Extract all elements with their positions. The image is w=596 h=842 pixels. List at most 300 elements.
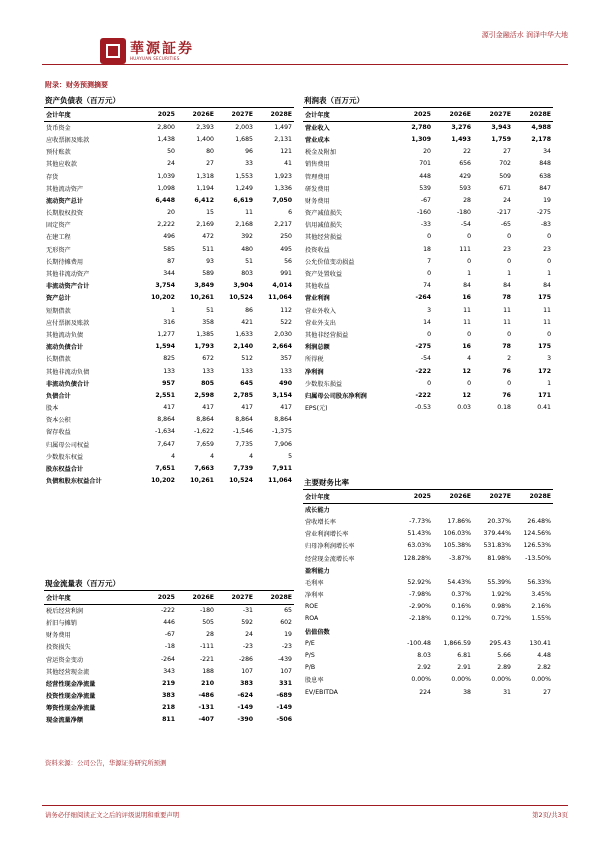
row-value: -83: [540, 221, 551, 229]
row-value: 2.89: [497, 664, 511, 672]
balance-sheet-row: [44, 365, 294, 377]
row-value: 210: [201, 679, 214, 687]
row-value: 80: [206, 148, 214, 156]
row-value: -13.50%: [525, 554, 551, 562]
income-statement-row: [303, 341, 553, 353]
row-value: 5: [288, 452, 292, 460]
income-statement-body: [303, 109, 553, 414]
row-value: 1,194: [196, 184, 214, 192]
row-value: 74: [423, 282, 431, 290]
cash-flow-row: [44, 677, 294, 689]
ratios-row: [303, 601, 553, 613]
header-slogan: 源引金融活水 润泽中华大地: [481, 31, 568, 39]
row-value: 417: [202, 404, 214, 412]
row-value: -264: [415, 294, 431, 302]
row-value: 379.44%: [483, 530, 511, 538]
row-value: 0.37%: [451, 591, 471, 599]
row-value: 4: [467, 355, 471, 363]
column-header-year: 2028E: [513, 109, 553, 121]
row-value: 7,735: [235, 440, 253, 448]
row-value: 3,904: [233, 282, 253, 290]
row-value: 130.41: [529, 639, 551, 647]
row-value: 11: [503, 306, 511, 314]
row-value: 11: [543, 306, 551, 314]
column-header-year: 2027E: [216, 109, 255, 121]
row-label: 流动负债合计: [46, 344, 84, 352]
row-value: 78: [502, 343, 511, 351]
row-value: 357: [280, 355, 292, 363]
row-label: EV/EBITDA: [305, 688, 338, 696]
row-label: 净利率: [305, 592, 324, 600]
row-label: 非流动资产合计: [46, 283, 90, 291]
row-label: 投资损失: [46, 644, 71, 652]
balance-sheet-row: [44, 426, 294, 438]
cash-flow-row: [44, 690, 294, 702]
row-value: 11: [463, 318, 471, 326]
row-value: 11: [543, 318, 551, 326]
row-label: 负债和股东权益合计: [46, 478, 102, 486]
row-label: 其他经营现金流: [46, 668, 90, 676]
row-label: P/S: [305, 652, 315, 660]
income-statement-row: [303, 207, 553, 219]
row-value: 10,524: [229, 294, 253, 302]
row-value: [433, 564, 473, 576]
row-value: 6,448: [155, 196, 175, 204]
column-header-year: 2028E: [255, 592, 294, 604]
balance-sheet-row: [44, 207, 294, 219]
row-value: 702: [499, 160, 511, 168]
row-label: 其他流动资产: [46, 185, 84, 193]
row-value: 1,594: [155, 343, 175, 351]
balance-sheet-header-row: [44, 109, 294, 121]
row-value: 2,140: [233, 343, 253, 351]
row-value: -33: [420, 221, 431, 229]
cash-flow-row: [44, 629, 294, 641]
row-value: 2: [507, 355, 511, 363]
row-value: 112: [280, 306, 292, 314]
row-label: 筹资性现金净流量: [46, 705, 96, 713]
income-statement-row: [303, 365, 553, 377]
row-value: 121: [280, 148, 292, 156]
ratios-row: [303, 613, 553, 625]
row-value: 24: [503, 196, 511, 204]
row-value: 224: [419, 688, 431, 696]
ratios-row: [303, 528, 553, 540]
row-value: [393, 564, 433, 576]
balance-sheet-row: [44, 462, 294, 474]
row-value: 417: [280, 404, 292, 412]
row-value: -439: [277, 655, 292, 663]
row-value: 592: [241, 618, 253, 626]
row-value: 1,793: [194, 343, 214, 351]
row-value: 2,003: [235, 124, 253, 132]
row-value: 7,651: [155, 465, 175, 473]
row-value: 392: [241, 233, 253, 241]
column-header-label: 会计年度: [303, 109, 393, 121]
row-label: 营业外收入: [305, 307, 336, 315]
row-value: 0.00%: [411, 676, 431, 684]
cash-flow-body: [44, 592, 294, 726]
row-label: 公允价值变动损益: [305, 258, 355, 266]
row-label: P/B: [305, 664, 316, 672]
row-value: 0: [547, 233, 551, 241]
column-header-year: 2025: [138, 592, 177, 604]
row-value: 6.81: [457, 652, 471, 660]
row-value: 23: [503, 245, 511, 253]
income-statement-row: [303, 231, 553, 243]
row-value: 76: [502, 367, 511, 375]
column-header-year: 2027E: [216, 592, 255, 604]
row-value: [513, 625, 553, 637]
balance-sheet-row: [44, 341, 294, 353]
row-value: 331: [279, 679, 292, 687]
row-value: 1: [171, 306, 175, 314]
row-label: 资产处置收益: [305, 271, 343, 279]
row-value: 4,014: [272, 282, 292, 290]
row-value: 0.72%: [491, 615, 511, 623]
row-value: 11: [503, 318, 511, 326]
row-value: 1.55%: [531, 615, 551, 623]
row-value: 0: [427, 330, 431, 338]
column-header-year: 2028E: [513, 491, 553, 503]
column-header-year: 2026E: [177, 109, 216, 121]
income-statement-row: [303, 402, 553, 414]
row-label: 流动资产总计: [46, 197, 84, 205]
balance-sheet-row: [44, 255, 294, 267]
cash-flow-title: 现金流量表（百万元）: [45, 579, 120, 588]
income-statement-row: [303, 304, 553, 316]
row-value: 0.00%: [531, 676, 551, 684]
balance-sheet-row: [44, 438, 294, 450]
row-value: 645: [240, 379, 253, 387]
row-value: 8,864: [274, 416, 292, 424]
row-label: 经营现金流增长率: [305, 555, 355, 563]
row-value: 1,400: [196, 135, 214, 143]
ratios-row: [303, 564, 553, 576]
row-value: 1: [547, 270, 551, 278]
row-value: 111: [459, 245, 471, 253]
row-value: 1,336: [274, 184, 292, 192]
balance-sheet-row: [44, 402, 294, 414]
row-label: 估值倍数: [305, 628, 330, 636]
row-label: 其他应收款: [46, 161, 77, 169]
row-label: 营收增长率: [305, 518, 336, 526]
column-header-label: 会计年度: [44, 592, 138, 604]
row-value: 1,633: [235, 330, 253, 338]
row-value: 383: [240, 679, 253, 687]
row-value: 848: [539, 160, 551, 168]
row-value: 23: [543, 245, 551, 253]
row-label: 归属母公司权益: [46, 441, 90, 449]
row-label: 营业利润增长率: [305, 531, 349, 539]
row-value: 7,911: [272, 465, 292, 473]
row-value: [393, 625, 433, 637]
row-value: 10,202: [151, 294, 175, 302]
row-value: 0.18: [497, 404, 511, 412]
row-value: -286: [238, 655, 253, 663]
row-value: 12: [462, 391, 471, 399]
row-value: 0.12%: [451, 615, 471, 623]
income-statement-row: [303, 121, 553, 133]
cash-flow-table: [44, 592, 294, 726]
row-value: 96: [245, 148, 253, 156]
row-value: 11: [245, 209, 253, 217]
row-value: 65: [284, 607, 292, 615]
row-label: ROE: [305, 603, 319, 611]
row-value: 87: [167, 257, 175, 265]
row-value: 1: [547, 379, 551, 387]
row-value: 0: [507, 330, 511, 338]
row-value: 417: [163, 404, 175, 412]
row-value: 417: [241, 404, 253, 412]
row-value: 2.16%: [531, 603, 551, 611]
income-statement-row: [303, 328, 553, 340]
row-value: -275: [536, 209, 551, 217]
row-value: 54.43%: [447, 578, 471, 586]
row-value: 0: [507, 257, 511, 265]
row-value: 4: [249, 452, 253, 460]
row-value: 16: [462, 294, 471, 302]
balance-sheet-title: 资产负债表（百万元）: [45, 96, 120, 105]
row-value: 1,318: [196, 172, 214, 180]
row-value: 24: [167, 160, 175, 168]
row-value: -222: [160, 607, 175, 615]
row-label: 应收票据及账款: [46, 136, 90, 144]
row-label: 其他流动负债: [46, 331, 84, 339]
row-value: 472: [202, 233, 214, 241]
row-value: [473, 625, 513, 637]
row-value: 107: [280, 667, 292, 675]
income-statement-row: [303, 170, 553, 182]
row-label: 无形资产: [46, 246, 71, 254]
balance-sheet-row: [44, 170, 294, 182]
row-value: 22: [463, 148, 471, 156]
row-value: -67: [164, 631, 175, 639]
row-value: 2,168: [235, 221, 253, 229]
row-label: 折旧与摊销: [46, 619, 77, 627]
balance-sheet-table: [44, 109, 294, 487]
row-value: [393, 503, 433, 515]
row-value: 1.92%: [491, 591, 511, 599]
income-statement-title: 利润表（百万元）: [304, 96, 364, 105]
row-value: 20.37%: [487, 517, 511, 525]
row-label: 利润总额: [305, 344, 330, 352]
income-statement-row: [303, 267, 553, 279]
row-value: -2.18%: [409, 615, 431, 623]
balance-sheet-row: [44, 450, 294, 462]
company-name-english: HUAYUAN SECURITIES: [130, 56, 180, 61]
row-value: -54: [420, 355, 431, 363]
row-value: -180: [199, 607, 214, 615]
row-value: 512: [241, 355, 253, 363]
row-value: 105.38%: [443, 542, 471, 550]
row-value: [513, 503, 553, 515]
header-divider: [42, 64, 568, 65]
row-value: 27: [503, 148, 511, 156]
row-value: 0.00%: [451, 676, 471, 684]
row-value: 28: [206, 631, 214, 639]
row-value: -0.53: [414, 404, 431, 412]
row-value: 4: [171, 452, 175, 460]
row-value: 1,685: [235, 135, 253, 143]
row-value: 106.03%: [443, 530, 471, 538]
row-value: 531.83%: [483, 542, 511, 550]
row-value: 3: [547, 355, 551, 363]
ratios-row: [303, 552, 553, 564]
row-value: 10,202: [151, 477, 175, 485]
row-label: 少数股东权益: [46, 453, 84, 461]
row-label: 归母净利润增长率: [305, 543, 355, 551]
footer-disclaimer: 请务必仔细阅读正文之后的评级说明和重要声明: [45, 811, 180, 819]
row-label: ROA: [305, 615, 319, 623]
row-value: 19: [284, 631, 292, 639]
row-value: 250: [280, 233, 292, 241]
income-statement-table: [303, 109, 553, 414]
row-value: 171: [538, 391, 551, 399]
row-label: 长期股权投资: [46, 210, 84, 218]
income-statement-row: [303, 353, 553, 365]
ratios-header-row: [303, 491, 553, 503]
column-header-year: 2027E: [473, 491, 513, 503]
row-label: 货币资金: [46, 125, 71, 133]
row-label: 股东权益合计: [46, 466, 84, 474]
row-value: -222: [415, 367, 431, 375]
balance-sheet-row: [44, 475, 294, 487]
row-value: 429: [459, 172, 471, 180]
balance-sheet-row: [44, 231, 294, 243]
balance-sheet-row: [44, 219, 294, 231]
row-value: 2,030: [274, 330, 292, 338]
balance-sheet-row: [44, 243, 294, 255]
row-value: 20: [167, 209, 175, 217]
row-label: 税后经营利润: [46, 608, 84, 616]
row-value: 2,222: [157, 221, 175, 229]
row-value: 84: [503, 282, 511, 290]
ratios-body: [303, 491, 553, 698]
row-label: 投资性现金净流量: [46, 693, 96, 701]
row-value: 8.03: [417, 652, 431, 660]
row-value: 63.03%: [407, 542, 431, 550]
cash-flow-row: [44, 665, 294, 677]
row-value: 28: [463, 196, 471, 204]
row-value: 1,249: [235, 184, 253, 192]
row-value: -486: [198, 692, 214, 700]
row-value: 7,663: [194, 465, 214, 473]
row-value: -18: [164, 643, 175, 651]
ratios-row: [303, 576, 553, 588]
row-value: 10,524: [229, 477, 253, 485]
row-label: 研发费用: [305, 185, 330, 193]
row-value: 7,647: [157, 440, 175, 448]
row-value: 1,493: [451, 135, 471, 143]
row-value: 2.92: [417, 664, 431, 672]
row-value: 0.16%: [451, 603, 471, 611]
row-value: -111: [199, 643, 214, 651]
row-value: 93: [206, 257, 214, 265]
row-value: -7.73%: [409, 517, 431, 525]
row-value: 218: [162, 704, 175, 712]
row-value: 16: [462, 343, 471, 351]
row-value: 505: [202, 618, 214, 626]
row-value: 11,064: [268, 477, 292, 485]
row-value: 3,849: [194, 282, 214, 290]
row-label: 其他非经营损益: [305, 331, 349, 339]
row-value: 51.43%: [407, 530, 431, 538]
cash-flow-row: [44, 714, 294, 726]
row-value: -131: [198, 704, 214, 712]
row-value: 27: [206, 160, 214, 168]
row-value: 8,864: [157, 416, 175, 424]
row-value: 6: [288, 209, 292, 217]
row-value: 4,988: [531, 124, 551, 132]
row-value: 56.33%: [527, 578, 551, 586]
row-value: 17.86%: [447, 517, 471, 525]
income-statement-row: [303, 182, 553, 194]
row-label: 营业收入: [305, 125, 330, 133]
balance-sheet-row: [44, 414, 294, 426]
row-value: 76: [502, 391, 511, 399]
row-value: 2,664: [272, 343, 292, 351]
row-value: 316: [163, 318, 175, 326]
column-header-year: 2026E: [433, 109, 473, 121]
row-value: 2,131: [274, 135, 292, 143]
row-value: 10,261: [190, 294, 214, 302]
row-value: 0: [467, 379, 471, 387]
data-source: 资料来源：公司公告，华源证券研究所预测: [45, 759, 167, 767]
row-label: 财务费用: [46, 632, 71, 640]
row-value: 511: [202, 245, 214, 253]
row-label: 销售费用: [305, 161, 330, 169]
income-statement-row: [303, 280, 553, 292]
row-value: -506: [276, 716, 292, 724]
ratios-row: [303, 649, 553, 661]
ratios-title: 主要财务比率: [304, 478, 349, 487]
cash-flow-row: [44, 653, 294, 665]
row-value: 446: [163, 618, 175, 626]
row-value: 0: [427, 233, 431, 241]
row-value: -624: [237, 692, 253, 700]
row-value: 6,412: [194, 196, 214, 204]
row-label: 净利润: [305, 368, 324, 376]
row-value: 24: [245, 631, 253, 639]
company-name: 華源証券: [130, 41, 194, 57]
row-value: 656: [459, 160, 471, 168]
row-label: 投资收益: [305, 246, 330, 254]
row-value: 3,154: [272, 391, 292, 399]
row-value: 2,393: [196, 124, 214, 132]
row-value: [513, 564, 553, 576]
row-value: 343: [163, 667, 175, 675]
balance-sheet-row: [44, 304, 294, 316]
row-label: 预付账款: [46, 149, 71, 157]
row-value: [433, 503, 473, 515]
cash-flow-header-row: [44, 592, 294, 604]
row-label: 存货: [46, 173, 59, 181]
row-value: 10,261: [190, 477, 214, 485]
row-label: 股息率: [305, 677, 324, 685]
row-label: 信用减值损失: [305, 222, 343, 230]
balance-sheet-row: [44, 280, 294, 292]
row-value: 11,064: [268, 294, 292, 302]
income-statement-row: [303, 146, 553, 158]
row-value: 2,780: [411, 124, 431, 132]
row-label: 资产减值损失: [305, 210, 343, 218]
ratios-row: [303, 637, 553, 649]
row-value: 18: [423, 245, 431, 253]
balance-sheet-row: [44, 328, 294, 340]
row-value: 2,217: [274, 221, 292, 229]
row-label: 营业成本: [305, 136, 330, 144]
